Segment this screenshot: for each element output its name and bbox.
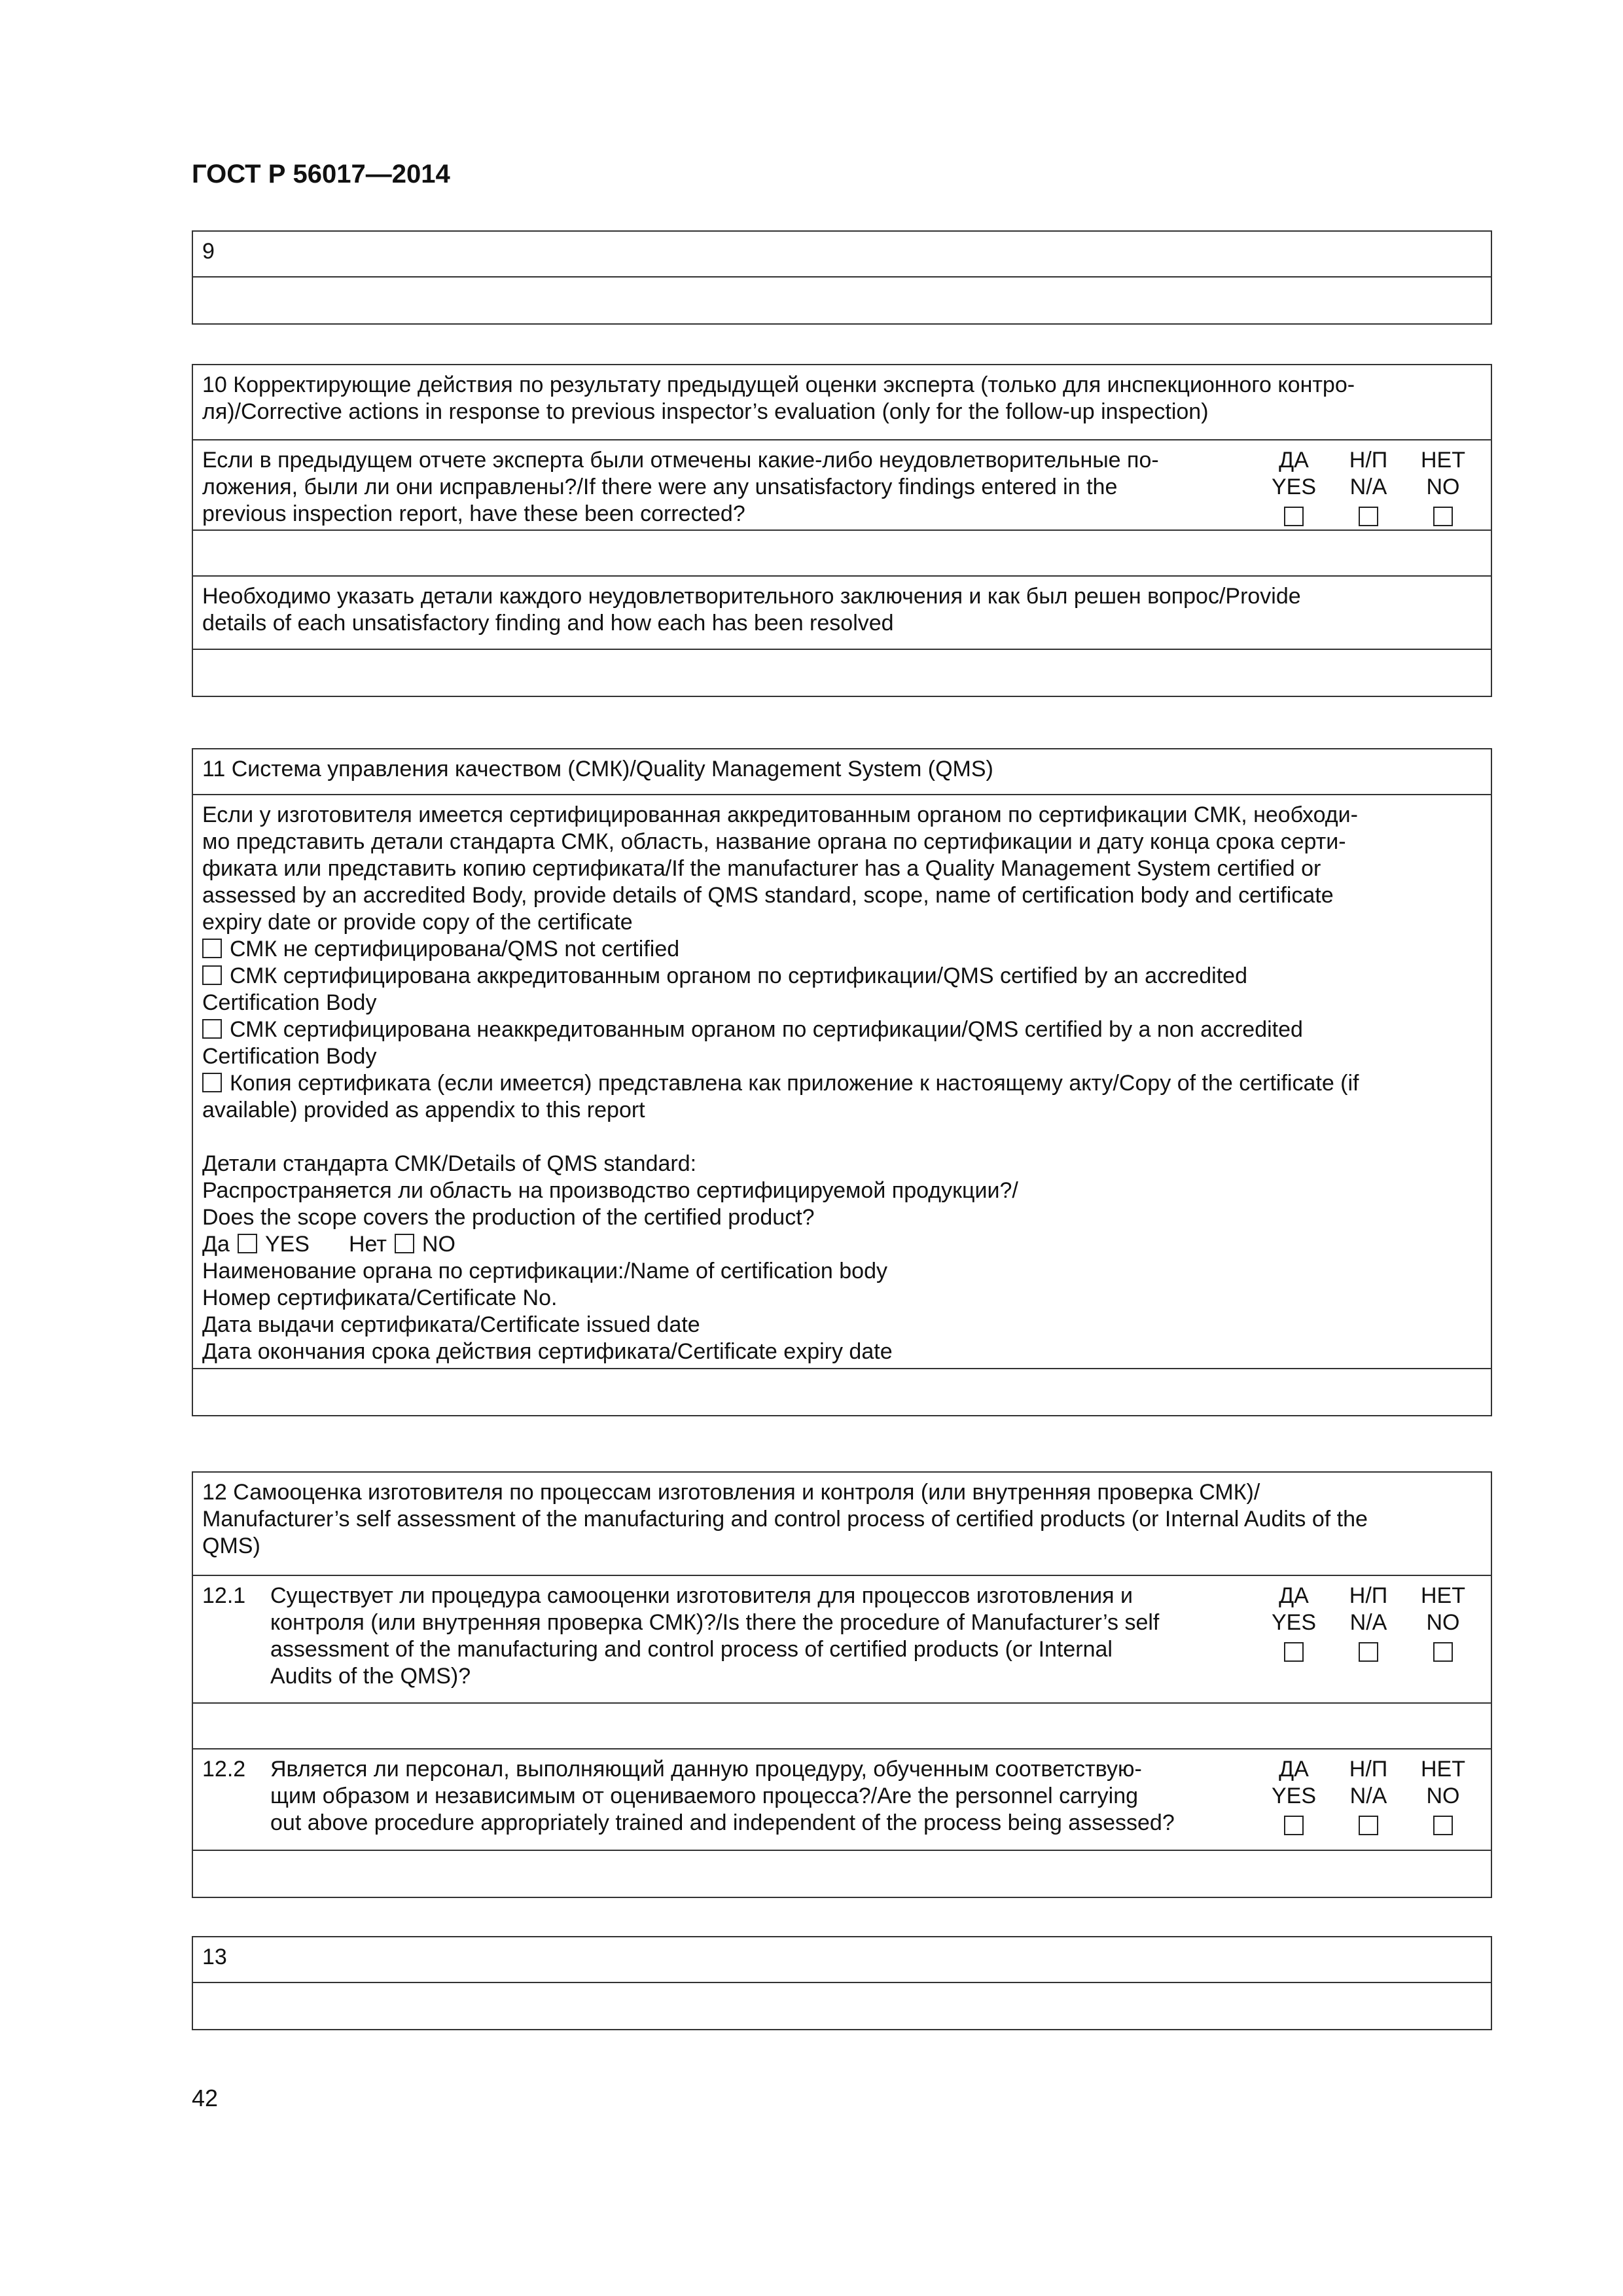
checkbox-label-cont: available) provided as appendix to this report bbox=[202, 1098, 645, 1122]
checkbox-label: СМК сертифицирована аккредитованным органом по сертификации/QMS certified by an accredited bbox=[230, 963, 1247, 988]
option-label-ru: НЕТ bbox=[1421, 448, 1465, 473]
option-yes bbox=[1257, 1583, 1331, 1663]
option-na bbox=[1331, 1583, 1406, 1663]
checkbox-label: СМК сертифицирована неаккредитованным органом по сертификации/QMS certified by a non accredited bbox=[230, 1017, 1303, 1042]
scope-answer-row bbox=[202, 1231, 1482, 1258]
intro-line: assessed by an accredited Body, provide details of QMS standard, scope, name of certification body and certificate bbox=[202, 883, 1334, 908]
question-line: previous inspection report, have these been corrected? bbox=[202, 501, 745, 526]
option-label-en: N/A bbox=[1349, 1610, 1387, 1635]
yes-label-en: YES bbox=[264, 1232, 310, 1257]
option-no bbox=[1406, 1583, 1480, 1663]
section-11 bbox=[192, 748, 1492, 1416]
question-line: out above procedure appropriately trained and independent of the process being assessed? bbox=[270, 1810, 1175, 1835]
option-label-en: NO bbox=[1426, 475, 1460, 499]
question-line: Существует ли процедура самооценки изготовителя для процессов изготовления и bbox=[270, 1583, 1133, 1608]
yes-checkbox[interactable] bbox=[1284, 1642, 1304, 1662]
answer-options bbox=[1257, 1583, 1482, 1663]
section-9 bbox=[192, 230, 1492, 325]
section-13-title: 13 bbox=[193, 1937, 1491, 1983]
qms-non-accredited-checkbox[interactable] bbox=[202, 1019, 222, 1039]
section-12-title-line: 12 Самооценка изготовителя по процессам изготовления и контроля (или внутренняя проверка СМК)/ bbox=[202, 1480, 1260, 1505]
question-line: щим образом и независимым от оцениваемого процесса?/Are the personnel carrying bbox=[270, 1784, 1139, 1808]
no-checkbox[interactable] bbox=[1433, 507, 1453, 526]
section-13 bbox=[192, 1936, 1492, 2030]
checkbox-label-cont: Certification Body bbox=[202, 1044, 377, 1069]
option-label-ru: Н/П bbox=[1349, 448, 1388, 473]
spacer bbox=[202, 1124, 1482, 1151]
option-label-ru: ДА bbox=[1279, 1757, 1309, 1782]
question-line: Audits of the QMS)? bbox=[270, 1664, 471, 1689]
question-number: 12.1 bbox=[202, 1583, 246, 1608]
yes-label-ru: Да bbox=[202, 1232, 230, 1257]
question-12-2-answer-field[interactable] bbox=[193, 1851, 1491, 1897]
section-10-title-line: ля)/Corrective actions in response to previous inspector’s evaluation (only for the follow-up inspection) bbox=[202, 399, 1209, 424]
option-label-ru: ДА bbox=[1279, 448, 1309, 473]
question-line: Если в предыдущем отчете эксперта были отмечены какие-либо неудовлетворительные по- bbox=[202, 448, 1159, 473]
section-11-title: 11 Система управления качеством (СМК)/Quality Management System (QMS) bbox=[193, 749, 1491, 795]
option-yes bbox=[1257, 1756, 1331, 1837]
option-na bbox=[1331, 1756, 1406, 1837]
checkbox-label: Копия сертификата (если имеется) представлена как приложение к настоящему акту/Copy of the certificate (if bbox=[230, 1071, 1359, 1096]
intro-line: Если у изготовителя имеется сертифицированная аккредитованным органом по сертификации СМК, необходи- bbox=[202, 802, 1358, 827]
option-label-en: NO bbox=[1426, 1610, 1460, 1635]
intro-line: фиката или представить копию сертификата/If the manufacturer has a Quality Management System certified or bbox=[202, 856, 1321, 881]
no-checkbox[interactable] bbox=[1433, 1816, 1453, 1835]
scope-yes-checkbox[interactable] bbox=[238, 1234, 257, 1253]
na-checkbox[interactable] bbox=[1359, 1816, 1378, 1835]
qms-details-title: Детали стандарта СМК/Details of QMS standard: bbox=[202, 1151, 697, 1176]
section-11-body bbox=[193, 795, 1491, 1369]
section-13-answer-field[interactable] bbox=[193, 1983, 1491, 2029]
question-line: Является ли персонал, выполняющий данную процедуру, обученным соответствую- bbox=[270, 1757, 1142, 1782]
yes-checkbox[interactable] bbox=[1284, 1816, 1304, 1835]
scope-question-en: Does the scope covers the production of the certified product? bbox=[202, 1205, 815, 1230]
section-12-title-line: Manufacturer’s self assessment of the manufacturing and control process of certified products (or Internal Audits of the bbox=[202, 1507, 1368, 1532]
section-10-title-line: 10 Корректирующие действия по результату предыдущей оценки эксперта (только для инспекционного контро- bbox=[202, 372, 1355, 397]
option-label-ru: Н/П bbox=[1349, 1583, 1388, 1608]
qms-accredited-checkbox[interactable] bbox=[202, 965, 222, 985]
section-10-answer-field[interactable] bbox=[193, 531, 1491, 577]
section-10 bbox=[192, 364, 1492, 697]
section-10-question bbox=[193, 440, 1491, 531]
option-na bbox=[1331, 447, 1406, 528]
issued-date-label: Дата выдачи сертификата/Certificate issued date bbox=[202, 1312, 700, 1337]
certificate-copy-option bbox=[202, 1070, 1482, 1097]
question-text bbox=[202, 447, 1257, 528]
option-label-en: YES bbox=[1271, 1610, 1317, 1635]
no-label-ru: Нет bbox=[348, 1232, 387, 1257]
section-12-title-line: QMS) bbox=[202, 1534, 260, 1558]
option-label-ru: Н/П bbox=[1349, 1757, 1388, 1782]
scope-question-ru: Распространяется ли область на производство сертифицируемой продукции?/ bbox=[202, 1178, 1018, 1203]
section-10-details-field[interactable] bbox=[193, 650, 1491, 696]
section-10-details bbox=[193, 577, 1491, 650]
option-label-en: NO bbox=[1426, 1784, 1460, 1808]
question-line: assessment of the manufacturing and control process of certified products (or Internal bbox=[270, 1637, 1113, 1662]
checkbox-label: СМК не сертифицирована/QMS not certified bbox=[230, 937, 680, 961]
intro-line: expiry date or provide copy of the certificate bbox=[202, 910, 633, 935]
option-no bbox=[1406, 1756, 1480, 1837]
details-line: Необходимо указать детали каждого неудовлетворительного заключения и как был решен вопрос/Provide bbox=[202, 584, 1301, 609]
option-no bbox=[1406, 447, 1480, 528]
document-header: ГОСТ Р 56017—2014 bbox=[192, 160, 450, 188]
question-line: ложения, были ли они исправлены?/If there were any unsatisfactory findings entered in the bbox=[202, 475, 1118, 499]
question-text bbox=[270, 1756, 1257, 1837]
intro-line: мо представить детали стандарта СМК, область, название органа по сертификации и дату конца срока серти- bbox=[202, 829, 1346, 854]
certification-body-label: Наименование органа по сертификации:/Name of certification body bbox=[202, 1259, 887, 1283]
page-number: 42 bbox=[192, 2085, 219, 2111]
option-label-en: YES bbox=[1271, 1784, 1317, 1808]
qms-not-certified-checkbox[interactable] bbox=[202, 939, 222, 958]
answer-options bbox=[1257, 1756, 1482, 1837]
section-9-answer-field[interactable] bbox=[193, 278, 1491, 323]
qms-accredited-option bbox=[202, 963, 1482, 990]
section-9-title: 9 bbox=[193, 232, 1491, 278]
qms-not-certified-option bbox=[202, 936, 1482, 963]
option-label-en: N/A bbox=[1349, 475, 1387, 499]
scope-no-checkbox[interactable] bbox=[395, 1234, 414, 1253]
option-label-en: YES bbox=[1271, 475, 1317, 499]
expiry-date-label: Дата окончания срока действия сертификата/Certificate expiry date bbox=[202, 1339, 893, 1364]
na-checkbox[interactable] bbox=[1359, 1642, 1378, 1662]
question-number: 12.2 bbox=[202, 1757, 246, 1782]
checkbox-label-cont: Certification Body bbox=[202, 990, 377, 1015]
option-label-ru: НЕТ bbox=[1421, 1583, 1465, 1608]
option-label-ru: ДА bbox=[1279, 1583, 1309, 1608]
section-12 bbox=[192, 1471, 1492, 1898]
option-label-en: N/A bbox=[1349, 1784, 1387, 1808]
question-text bbox=[270, 1583, 1257, 1690]
no-label-en: NO bbox=[421, 1232, 455, 1257]
certificate-number-label: Номер сертификата/Certificate No. bbox=[202, 1285, 558, 1310]
section-11-answer-field[interactable] bbox=[193, 1369, 1491, 1415]
answer-options bbox=[1257, 447, 1482, 528]
yes-checkbox[interactable] bbox=[1284, 507, 1304, 526]
question-12-1 bbox=[193, 1576, 1491, 1704]
na-checkbox[interactable] bbox=[1359, 507, 1378, 526]
qms-non-accredited-option bbox=[202, 1016, 1482, 1043]
question-12-1-answer-field[interactable] bbox=[193, 1704, 1491, 1749]
section-10-title bbox=[193, 365, 1491, 440]
option-label-ru: НЕТ bbox=[1421, 1757, 1465, 1782]
question-line: контроля (или внутренняя проверка СМК)?/Is there the procedure of Manufacturer’s self bbox=[270, 1610, 1160, 1635]
question-12-2 bbox=[193, 1749, 1491, 1851]
section-12-title bbox=[193, 1473, 1491, 1576]
option-yes bbox=[1257, 447, 1331, 528]
no-checkbox[interactable] bbox=[1433, 1642, 1453, 1662]
details-line: details of each unsatisfactory finding and how each has been resolved bbox=[202, 611, 894, 636]
certificate-copy-checkbox[interactable] bbox=[202, 1073, 222, 1092]
